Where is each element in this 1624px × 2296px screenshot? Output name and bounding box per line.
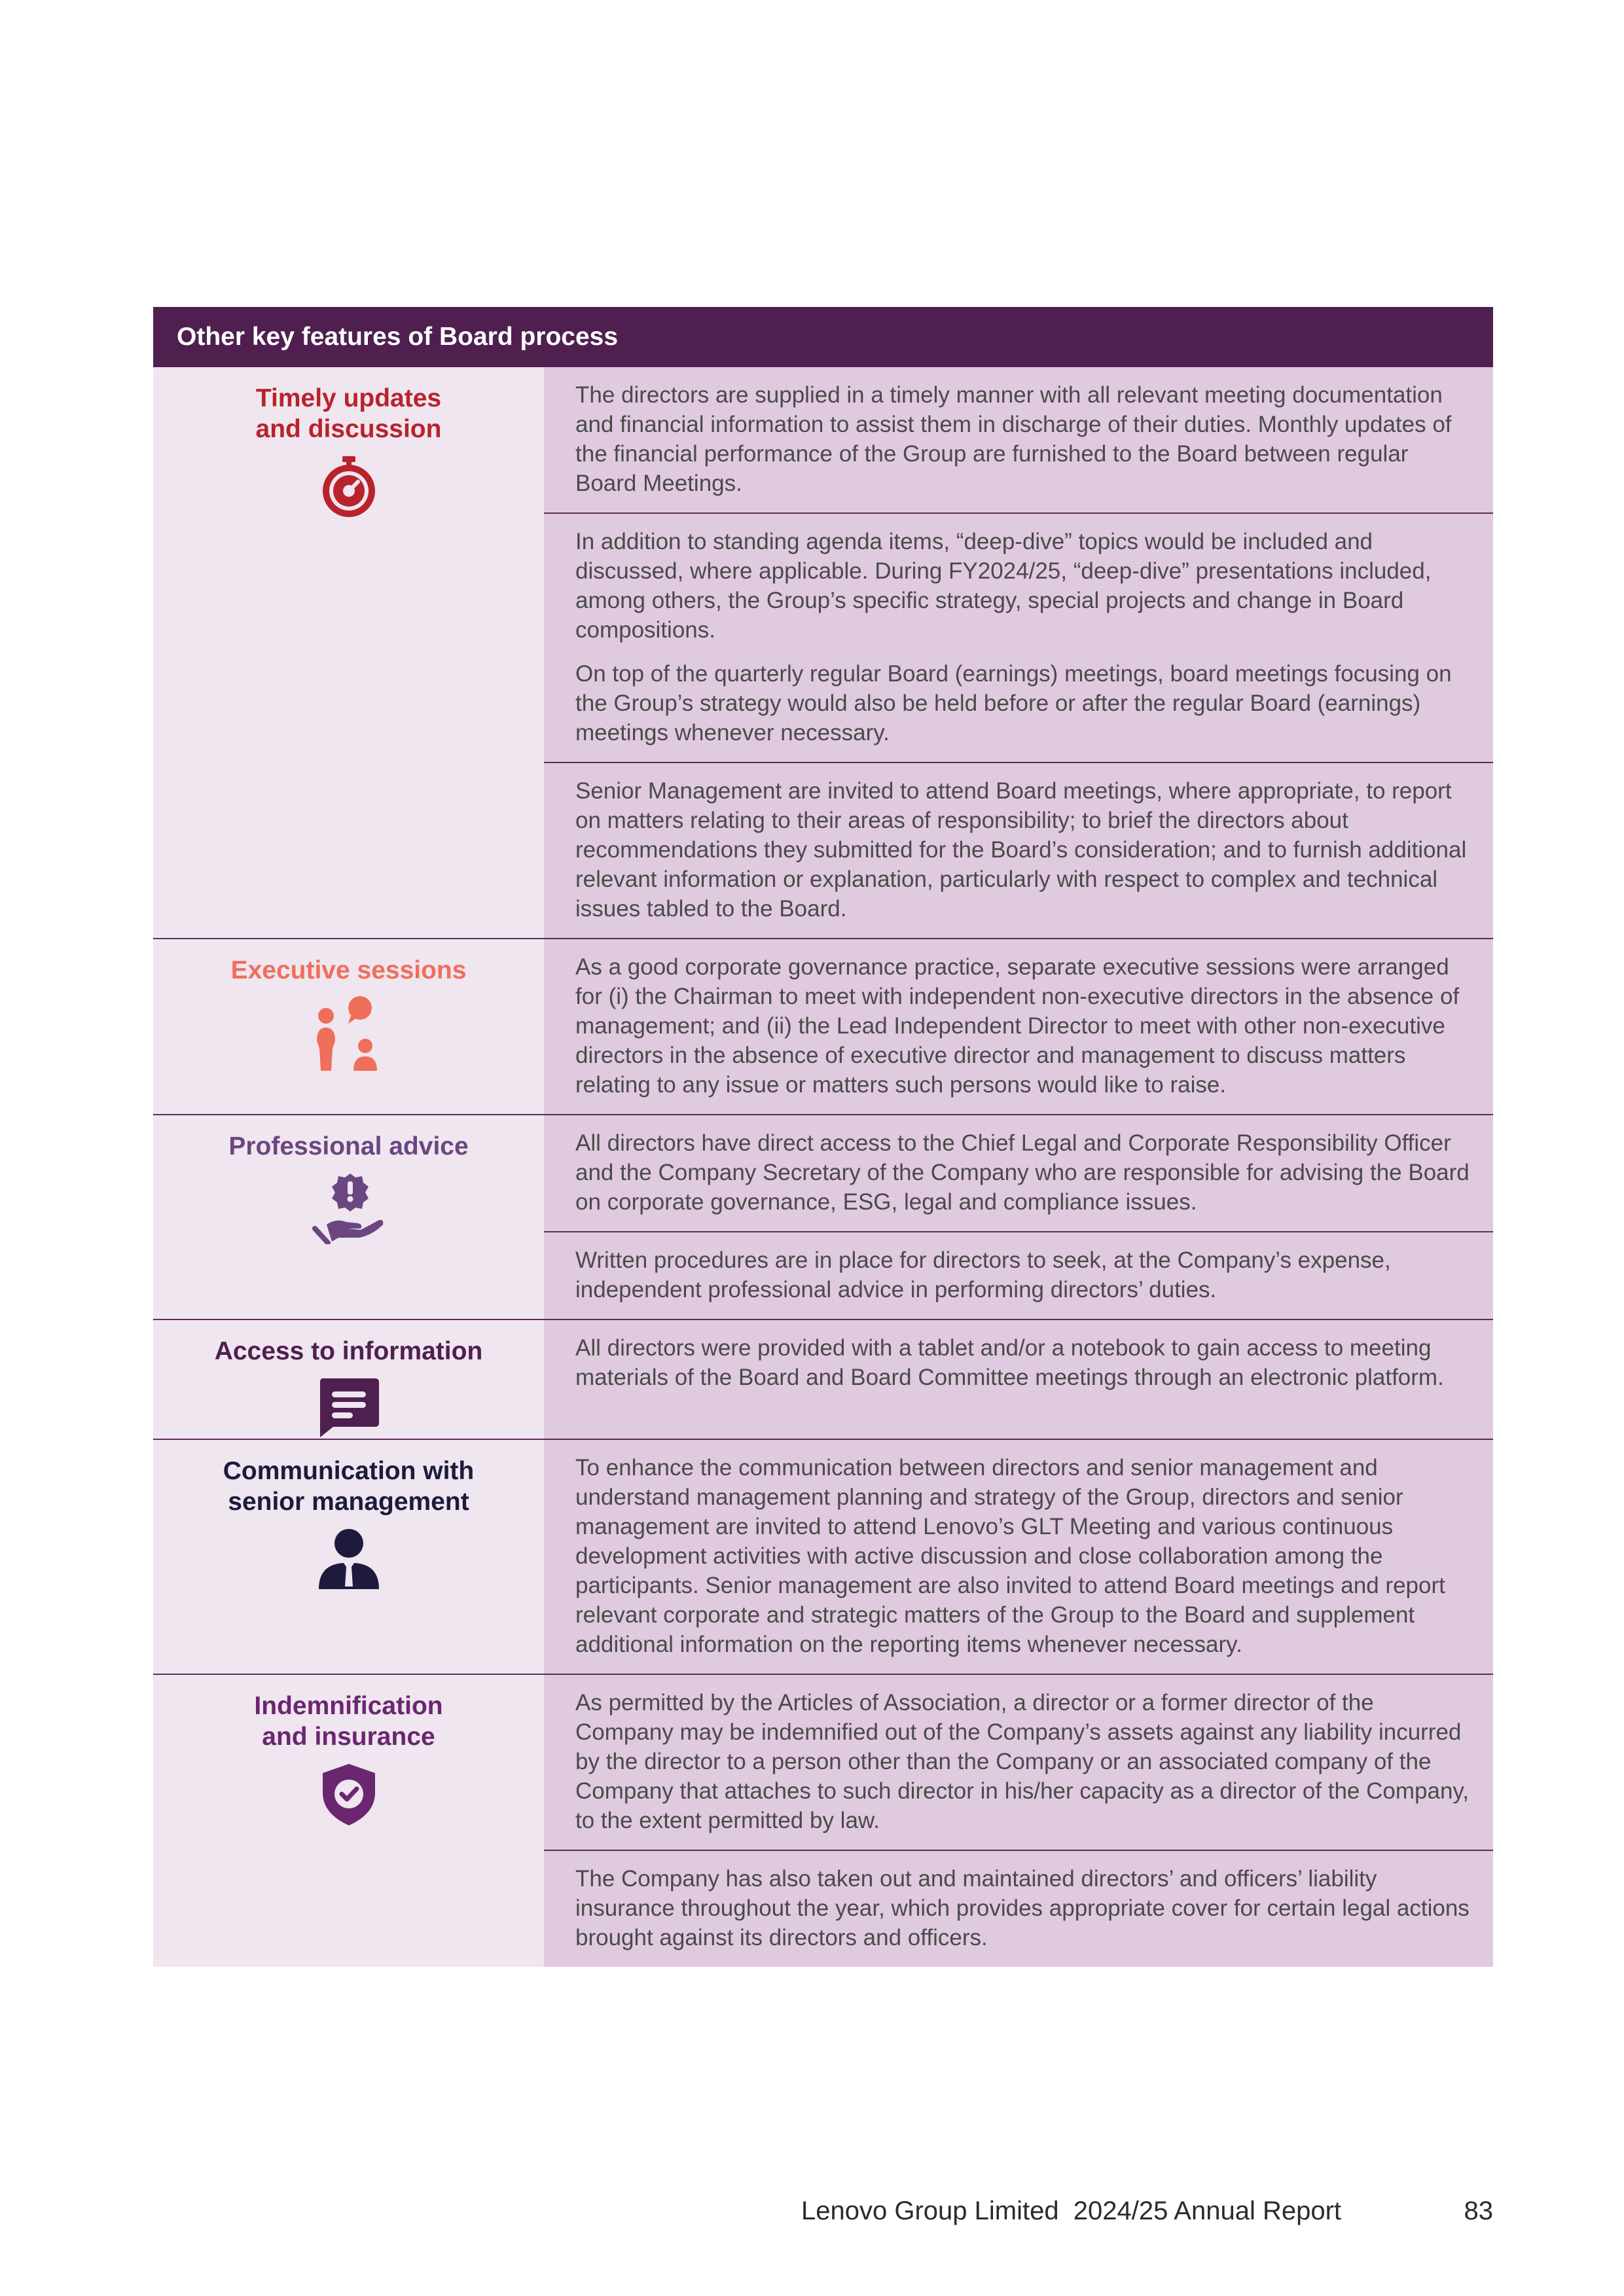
table-row xyxy=(153,1320,1493,1440)
row-title: Indemnification and insurance xyxy=(254,1692,443,1751)
row-content xyxy=(544,1440,1493,1674)
row-title: Access to information xyxy=(214,1337,483,1365)
content-cell xyxy=(544,1320,1493,1407)
paragraph: The Company has also taken out and maintained directors’ and officers’ liability insurance throughout the year, which provides appropriate cover for certain legal actions brought against its directors and officers. xyxy=(575,1866,1470,1950)
row-label-cell xyxy=(153,1115,544,1319)
row-title: Executive sessions xyxy=(230,956,467,984)
paragraph: Written procedures are in place for directors to seek, at the Company’s expense, independent professional advice in performing directors’ duties. xyxy=(575,1247,1391,1302)
report-title: Lenovo Group Limited 2024/25 Annual Report xyxy=(801,2197,1342,2225)
row-content xyxy=(544,367,1493,938)
message-icon xyxy=(317,1377,380,1439)
people-chat-icon xyxy=(313,996,385,1075)
row-title: Communication with senior management xyxy=(223,1457,475,1516)
page-footer xyxy=(801,2197,1493,2226)
row-label-cell xyxy=(153,367,544,938)
board-process-table xyxy=(153,307,1493,1967)
table-header: Other key features of Board process xyxy=(153,307,1493,367)
content-cell xyxy=(544,1675,1493,1850)
page-number: 83 xyxy=(1464,2197,1493,2225)
row-label-cell xyxy=(153,1675,544,1967)
row-content xyxy=(544,939,1493,1114)
paragraph: Senior Management are invited to attend Board meetings, where appropriate, to report on matters relating to their areas of responsibility; to brief the directors about recommendations they submitted for the Board’s consideration; and to furnish additional relevant information or explanation, particularly with respect to complex and technical issues tabled to the Board. xyxy=(575,778,1467,922)
paragraph: To enhance the communication between directors and senior management and understand management planning and strategy of the Group, directors and senior management are invited to attend Lenovo’s GLT Meeting and various continuous development activities with active discussion and close collaboration among the participants. Senior management are also invited to attend Board meetings and report relevant corporate and strategic matters of the Group to the Board and supplement additional information on the reporting items whenever necessary. xyxy=(575,1455,1445,1657)
content-cell xyxy=(544,512,1493,762)
row-content xyxy=(544,1320,1493,1439)
person-icon xyxy=(317,1528,380,1590)
paragraph: The directors are supplied in a timely manner with all relevant meeting documentation and financial information to assist them in discharge of their duties. Monthly updates of the financial performance of the Group are furnished to the Board between regular Board Meetings. xyxy=(575,382,1452,496)
row-title: Professional advice xyxy=(228,1132,469,1160)
paragraph: On top of the quarterly regular Board (earnings) meetings, board meetings focusing on the Group’s strategy would also be held before or after the regular Board (earnings) meetings whenever necessary. xyxy=(575,661,1452,745)
shield-check-icon xyxy=(320,1763,378,1827)
row-title: Timely updates and discussion xyxy=(255,384,442,443)
content-cell xyxy=(544,1115,1493,1231)
row-label-cell xyxy=(153,1440,544,1674)
paragraph: In addition to standing agenda items, “deep-dive” topics would be included and discussed, where applicable. During FY2024/25, “deep-dive” presentations included, among others, the Group’s specific strategy, special projects and change in Board compositions. xyxy=(575,529,1432,643)
content-cell xyxy=(544,939,1493,1114)
row-label-cell xyxy=(153,939,544,1114)
table-row xyxy=(153,1440,1493,1675)
paragraph: All directors have direct access to the Chief Legal and Corporate Responsibility Officer and the Company Secretary of the Company who are responsible for advising the Board on corporate governance, ESG, legal and compliance issues. xyxy=(575,1130,1470,1215)
table-row xyxy=(153,939,1493,1115)
content-cell xyxy=(544,1440,1493,1674)
paragraph: All directors were provided with a tablet and/or a notebook to gain access to meeting materials of the Board and Board Committee meetings through an electronic platform. xyxy=(575,1335,1444,1390)
content-cell xyxy=(544,367,1493,512)
content-cell xyxy=(544,1850,1493,1967)
content-cell xyxy=(544,1231,1493,1319)
table-row xyxy=(153,1675,1493,1967)
paragraph: As a good corporate governance practice, separate executive sessions were arranged for (i) the Chairman to meet with independent non-executive directors in the absence of management; and (ii) the Lead Independent Director to meet with other non-executive directors in the absence of executive director and management to discuss matters relating to any issue or matters such persons would like to raise. xyxy=(575,954,1460,1098)
row-content xyxy=(544,1115,1493,1319)
table-row xyxy=(153,1115,1493,1320)
stopwatch-icon xyxy=(321,455,377,518)
hand-advice-icon xyxy=(312,1172,386,1244)
paragraph: As permitted by the Articles of Association, a director or a former director of the Company may be indemnified out of the Company’s assets against any liability incurred by the director to a person other than the Company or an associated company of the Company that attaches to such director in his/her capacity as a director of the Company, to the extent permitted by law. xyxy=(575,1690,1470,1833)
row-label-cell xyxy=(153,1320,544,1439)
content-cell xyxy=(544,762,1493,938)
table-row xyxy=(153,367,1493,939)
row-content xyxy=(544,1675,1493,1967)
